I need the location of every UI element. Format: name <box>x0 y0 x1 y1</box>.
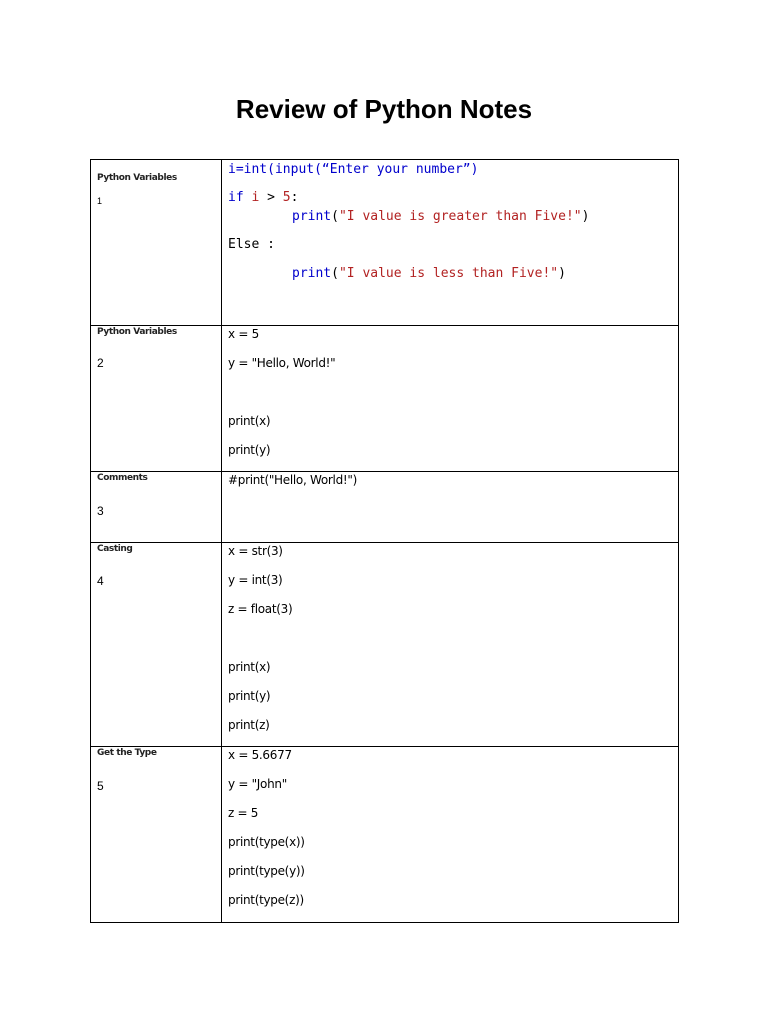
code-line: print(y) <box>228 443 271 457</box>
colon: : <box>290 190 299 205</box>
row-label-cell <box>91 160 222 326</box>
row-number: 5 <box>97 779 104 793</box>
table-row <box>91 160 679 326</box>
number-literal: 5 <box>282 190 291 205</box>
row-content-cell <box>222 160 679 326</box>
code-line: print(y) <box>228 689 271 703</box>
code-line: print(type(y)) <box>228 864 305 878</box>
row-label-cell <box>91 747 222 923</box>
row-label: Get the Type <box>97 748 157 758</box>
code-line: print(x) <box>228 414 271 428</box>
row-label: Python Variables <box>97 173 177 183</box>
string-literal: "I value is less than Five!" <box>338 266 559 281</box>
row-label: Python Variables <box>97 327 177 337</box>
table-row <box>91 747 679 923</box>
table-row <box>91 543 679 747</box>
paren: ( <box>331 209 339 224</box>
code-line: #print("Hello, World!") <box>228 473 357 487</box>
paren: ( <box>331 266 339 281</box>
row-content-cell <box>222 543 679 747</box>
row-label-cell <box>91 472 222 543</box>
page-title: Review of Python Notes <box>235 94 533 124</box>
row-label: Comments <box>97 473 148 483</box>
code-line: y = int(3) <box>228 573 283 587</box>
code-line <box>228 208 678 225</box>
code-line: print(z) <box>228 718 270 732</box>
code-line <box>228 189 678 206</box>
row-number: 4 <box>97 574 104 588</box>
paren: ) <box>558 266 566 281</box>
row-number: 2 <box>97 356 104 370</box>
code-line: print(type(z)) <box>228 893 304 907</box>
function-name: print <box>292 266 332 281</box>
row-label-cell <box>91 326 222 472</box>
code-line: Else : <box>228 237 275 252</box>
code-line: x = str(3) <box>228 544 283 558</box>
code-line: z = 5 <box>228 806 259 820</box>
code-line: x = 5.6677 <box>228 748 292 762</box>
row-label: Casting <box>97 544 133 554</box>
table-row <box>91 472 679 543</box>
function-name: print <box>292 209 332 224</box>
row-number: 3 <box>97 504 104 518</box>
variable: i <box>251 190 260 205</box>
code-line: y = "John" <box>228 777 287 791</box>
notes-table <box>90 159 679 923</box>
code-line: print(x) <box>228 660 271 674</box>
code-line: y = "Hello, World!" <box>228 356 336 370</box>
row-content-cell <box>222 747 679 923</box>
code-line: print(type(x)) <box>228 835 305 849</box>
code-line <box>228 265 678 282</box>
code-line: z = float(3) <box>228 602 293 616</box>
row-content-cell <box>222 472 679 543</box>
code-line: i=int(input(“Enter your number”) <box>228 162 479 177</box>
row-label-cell <box>91 543 222 747</box>
code-line: x = 5 <box>228 327 259 341</box>
operator: > <box>267 190 275 205</box>
table-row <box>91 326 679 472</box>
string-literal: "I value is greater than Five!" <box>338 209 582 224</box>
paren: ) <box>581 209 590 224</box>
row-content-cell <box>222 326 679 472</box>
keyword: if <box>228 190 244 205</box>
row-number: 1 <box>97 196 103 206</box>
